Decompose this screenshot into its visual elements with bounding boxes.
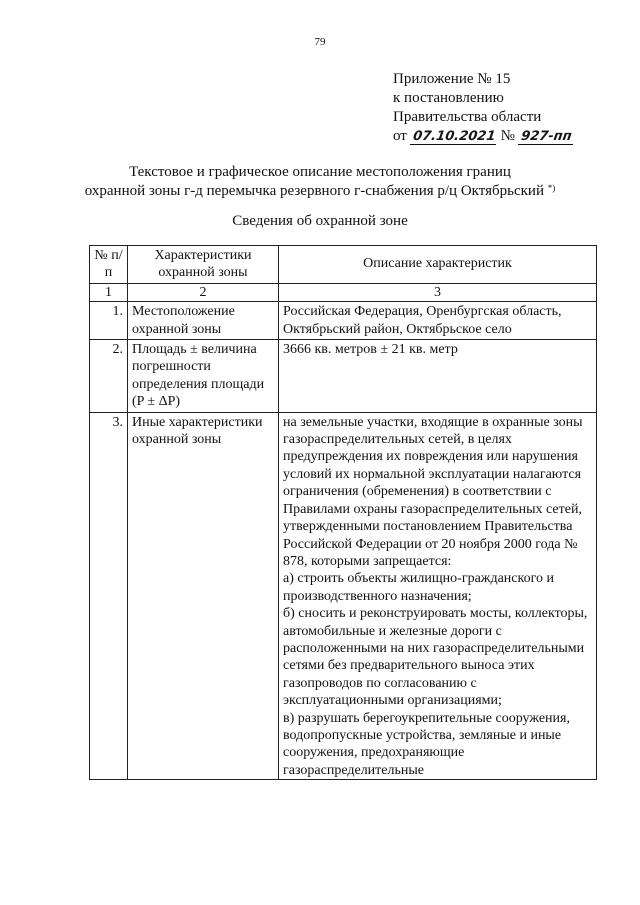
document-title — [40, 163, 600, 201]
handwritten-number: 927-пп — [518, 130, 575, 145]
title-line-2 — [40, 182, 600, 201]
header-description-text: Описание характеристик — [363, 256, 512, 272]
appendix-ref: к постановлению — [393, 90, 504, 106]
row-number: 1. — [90, 302, 128, 340]
appendix-title: Приложение № 15 — [393, 71, 511, 87]
zone-info-table — [89, 245, 597, 780]
row-description — [279, 412, 597, 780]
appendix-date-line — [393, 127, 573, 146]
row-number: 2. — [90, 340, 128, 413]
row-characteristic: Иные характеристики охранной зоны — [128, 412, 279, 780]
table-header-row — [90, 246, 597, 284]
section-title: Сведения об охранной зоне — [232, 213, 408, 229]
row-description: Российская Федерация, Оренбургская область, Октябрьский район, Октябрьское село — [279, 302, 597, 340]
row-description: 3666 кв. метров ± 21 кв. метр — [279, 340, 597, 413]
table-row — [90, 302, 597, 340]
handwritten-date: 07.10.2021 — [410, 130, 498, 145]
date-prefix: от — [393, 128, 407, 144]
column-number-row — [90, 283, 597, 301]
title-line-2-text: охранной зоны г-д перемычка резервного г-снабжения р/ц Октябрьский — [84, 183, 544, 199]
row-characteristic: Площадь ± величина погрешности определения площади (P ± ΔP) — [128, 340, 279, 413]
row-characteristic: Местоположение охранной зоны — [128, 302, 279, 340]
title-line-1: Текстовое и графическое описание местоположения границ — [129, 164, 511, 180]
table-row — [90, 340, 597, 413]
column-number: 2 — [128, 283, 279, 301]
appendix-block — [393, 70, 573, 146]
page-number: 79 — [314, 36, 326, 48]
title-footnote-mark: *) — [547, 183, 556, 193]
column-number: 3 — [279, 283, 597, 301]
restriction-item: в) разрушать берегоукрепительные сооружения, водопропускные устройства, земляные и иные сооружения, предохраняющие газораспределительные — [283, 710, 570, 778]
row-description-intro: на земельные участки, входящие в охранные зоны газораспределительных сетей, в целях предупреждения их повреждения или нарушения условий их нормальной эксплуатации налагаются ограничения (обременения) в соответствии с Правилами охраны газораспределительных сетей, утвержденными постановлением Правительства Российской Федерации от 20 ноября 2000 года № 878, которыми запрещается: — [283, 414, 583, 569]
row-number: 3. — [90, 412, 128, 780]
appendix-issuer: Правительства области — [393, 109, 542, 125]
number-prefix: № — [500, 128, 515, 144]
restriction-item: б) сносить и реконструировать мосты, коллекторы, автомобильные и железные дороги с расположенными на них газораспределительными сетями без предварительного выноса этих газопроводов по согласованию с эксплуатационными организациями; — [283, 606, 588, 709]
header-number: № п/п — [90, 246, 128, 284]
restriction-item: а) строить объекты жилищно-гражданского и производственного назначения; — [283, 571, 554, 604]
column-number: 1 — [90, 283, 128, 301]
header-description — [279, 246, 597, 284]
table-row — [90, 412, 597, 780]
header-characteristic: Характеристики охранной зоны — [128, 246, 279, 284]
